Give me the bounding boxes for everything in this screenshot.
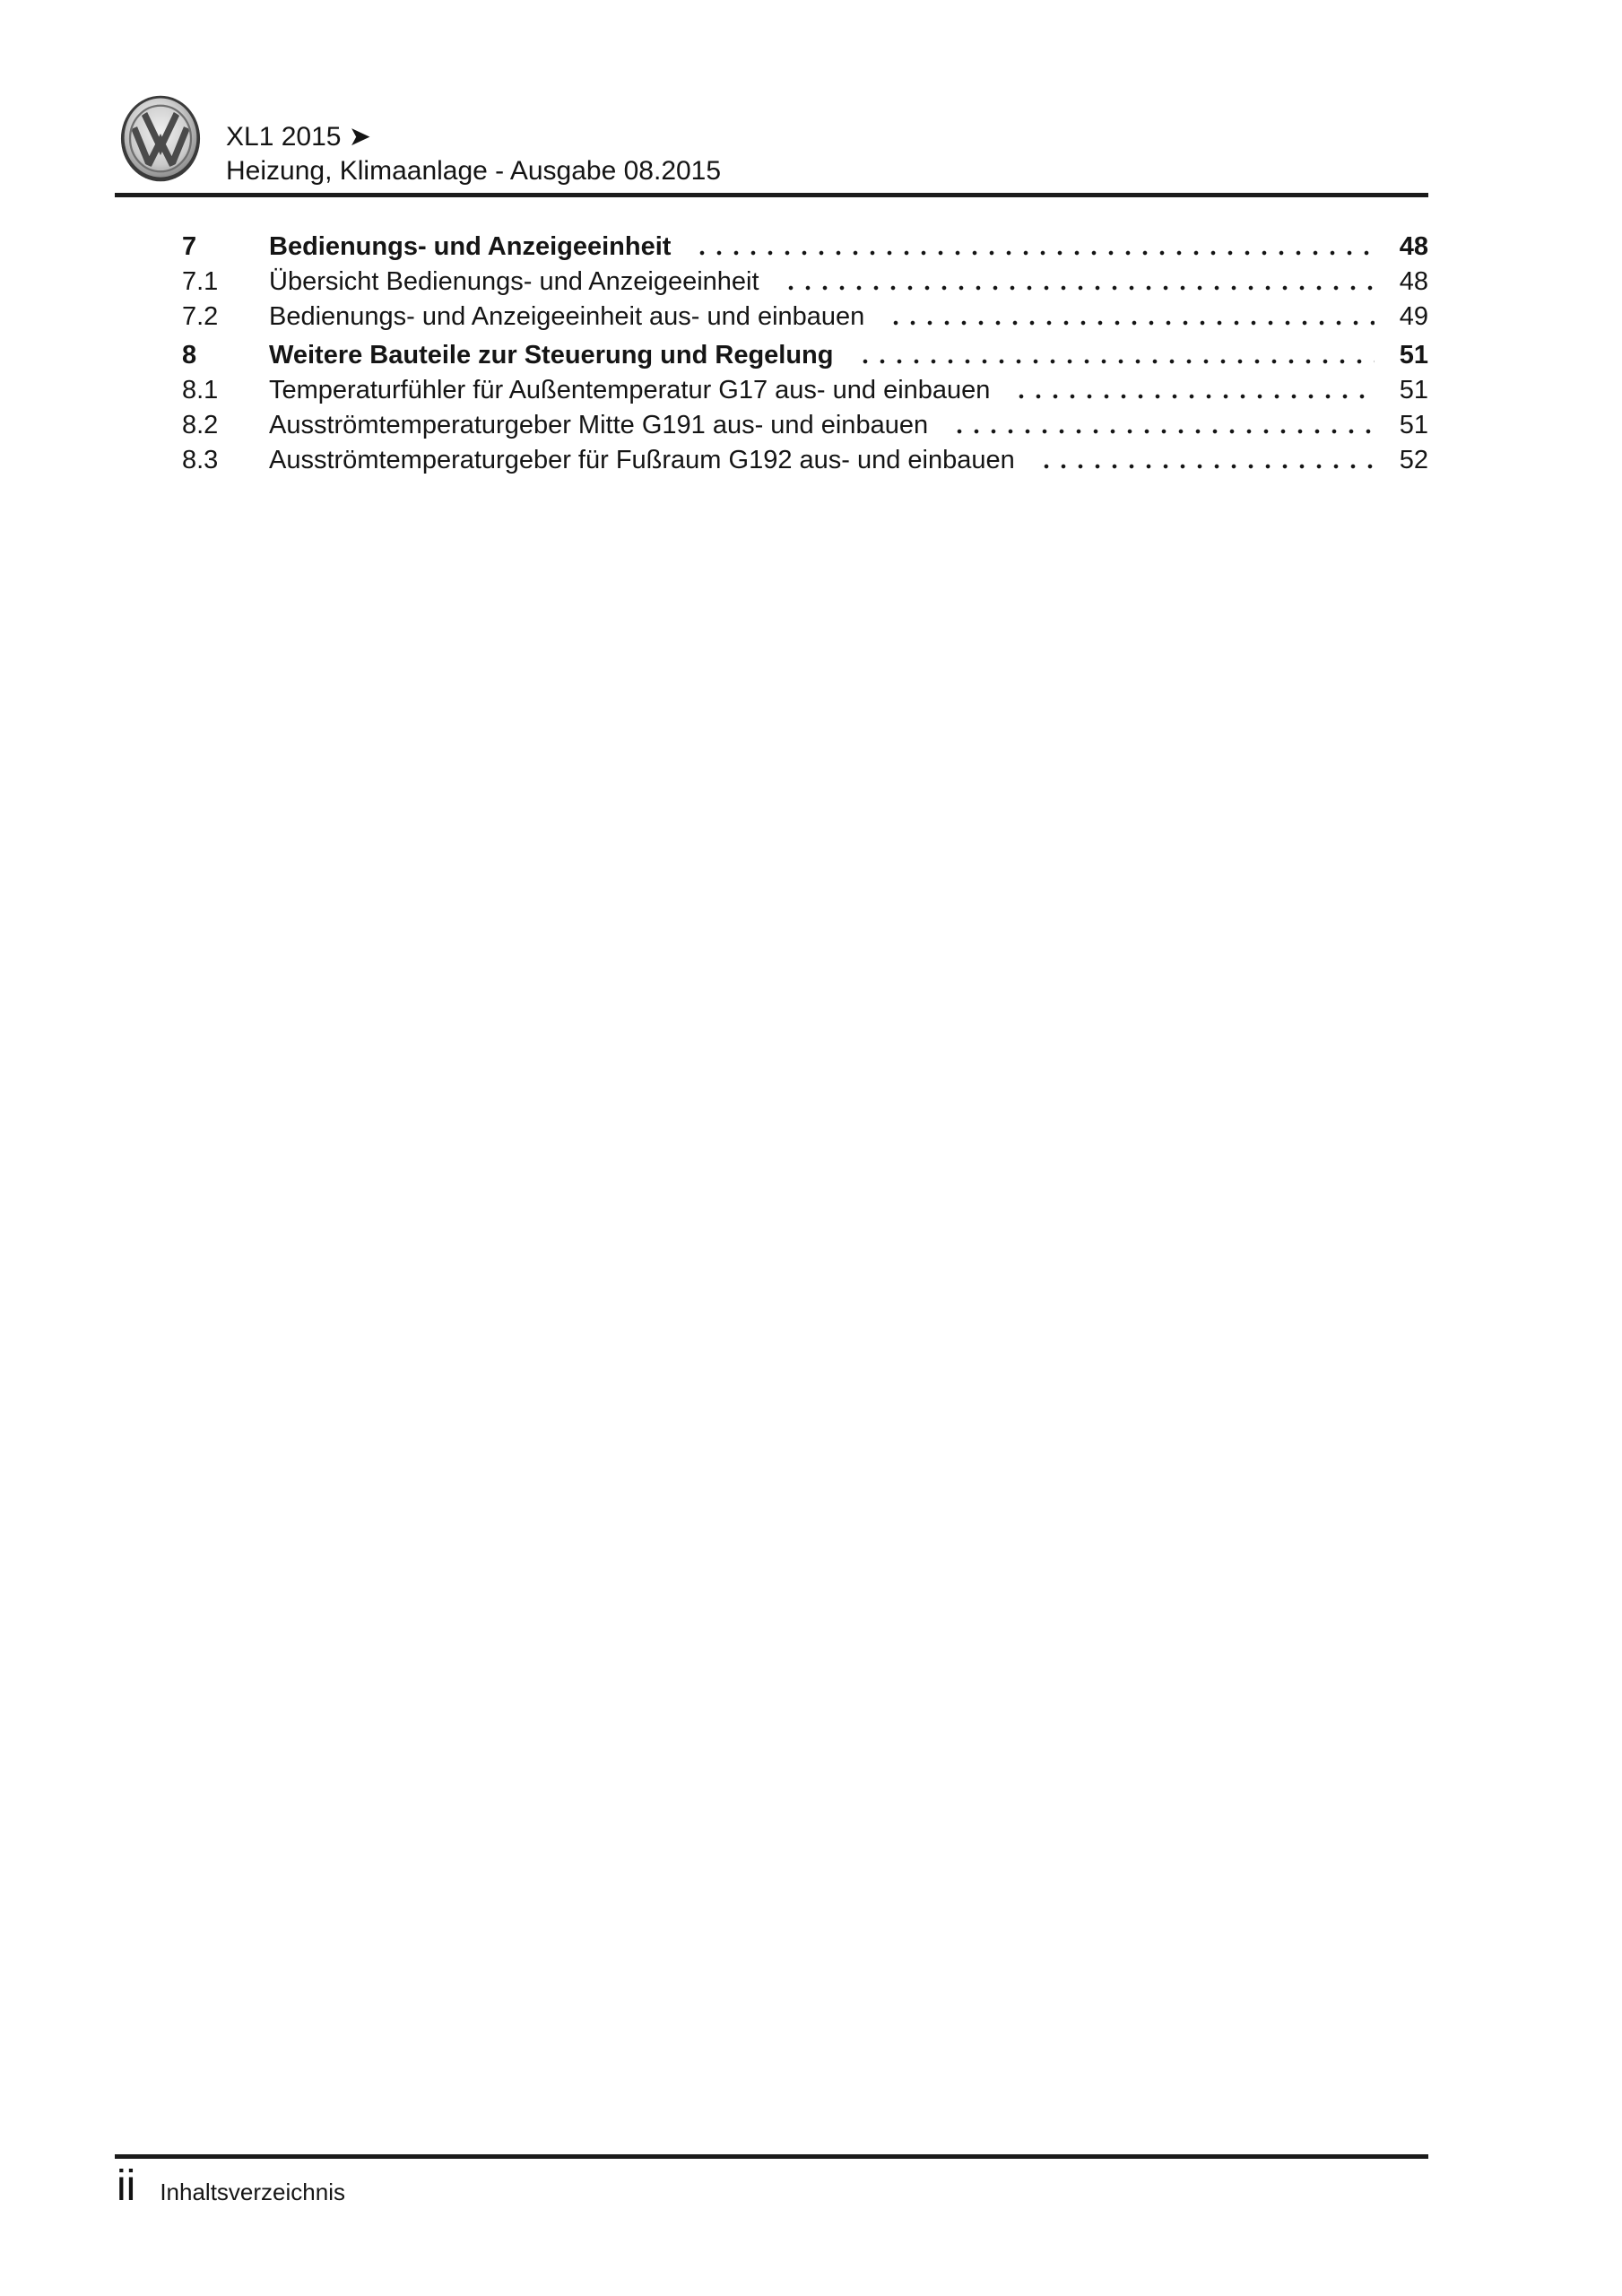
toc-row <box>182 373 1428 408</box>
toc-row <box>182 230 1428 265</box>
toc-entry-page: 51 <box>1399 341 1428 370</box>
footer-page-number: ii <box>117 2162 136 2210</box>
toc-row <box>182 443 1428 478</box>
toc-entry-title: Weitere Bauteile zur Steuerung und Regelung <box>269 341 834 370</box>
toc-leader-dots <box>951 408 1375 443</box>
toc-entry-number: 8 <box>182 341 197 370</box>
header-title-block <box>226 120 721 188</box>
toc-entry-number: 7 <box>182 232 197 261</box>
toc-entry-page: 48 <box>1399 267 1428 296</box>
toc-leader-dots <box>1013 373 1375 408</box>
toc-entry-title: Bedienungs- und Anzeigeeinheit aus- und einbauen <box>269 302 865 331</box>
toc-leader-dots <box>1038 443 1375 478</box>
toc-row <box>182 338 1428 373</box>
footer-line <box>117 2162 345 2210</box>
toc-list <box>182 230 1428 478</box>
header-rule <box>115 193 1428 197</box>
toc-entry-page: 51 <box>1399 411 1428 439</box>
toc-entry-number: 8.2 <box>182 411 219 439</box>
toc-entry-page: 51 <box>1399 376 1428 404</box>
toc-row <box>182 265 1428 300</box>
toc-entry-title: Temperaturfühler für Außentemperatur G17 aus- und einbauen <box>269 376 991 404</box>
toc-entry-number: 7.1 <box>182 267 219 296</box>
toc-group <box>182 338 1428 478</box>
toc-leader-dots <box>857 338 1375 373</box>
footer-section-label: Inhaltsverzeichnis <box>160 2179 345 2205</box>
toc-row <box>182 408 1428 443</box>
toc-leader-dots <box>783 265 1375 300</box>
toc-group <box>182 230 1428 335</box>
toc-entry-page: 48 <box>1399 232 1428 261</box>
header-model-line: XL1 2015 ➤ <box>226 122 371 152</box>
toc-entry-page: 49 <box>1399 302 1428 331</box>
footer-rule <box>115 2154 1428 2159</box>
toc-entry-title: Ausströmtemperaturgeber für Fußraum G192 aus- und einbauen <box>269 446 1015 474</box>
toc-entry-title: Ausströmtemperaturgeber Mitte G191 aus- und einbauen <box>269 411 929 439</box>
vw-logo-icon <box>119 93 202 184</box>
toc-entry-number: 7.2 <box>182 302 219 331</box>
header-subtitle: Heizung, Klimaanlage - Ausgabe 08.2015 <box>226 156 722 186</box>
toc-entry-number: 8.3 <box>182 446 219 474</box>
toc-entry-page: 52 <box>1399 446 1428 474</box>
toc-entry-title: Übersicht Bedienungs- und Anzeigeeinheit <box>269 267 759 296</box>
toc-entry-number: 8.1 <box>182 376 219 404</box>
toc-leader-dots <box>888 300 1375 335</box>
toc-row <box>182 300 1428 335</box>
toc-leader-dots <box>694 230 1375 265</box>
toc-entry-title: Bedienungs- und Anzeigeeinheit <box>269 232 672 261</box>
